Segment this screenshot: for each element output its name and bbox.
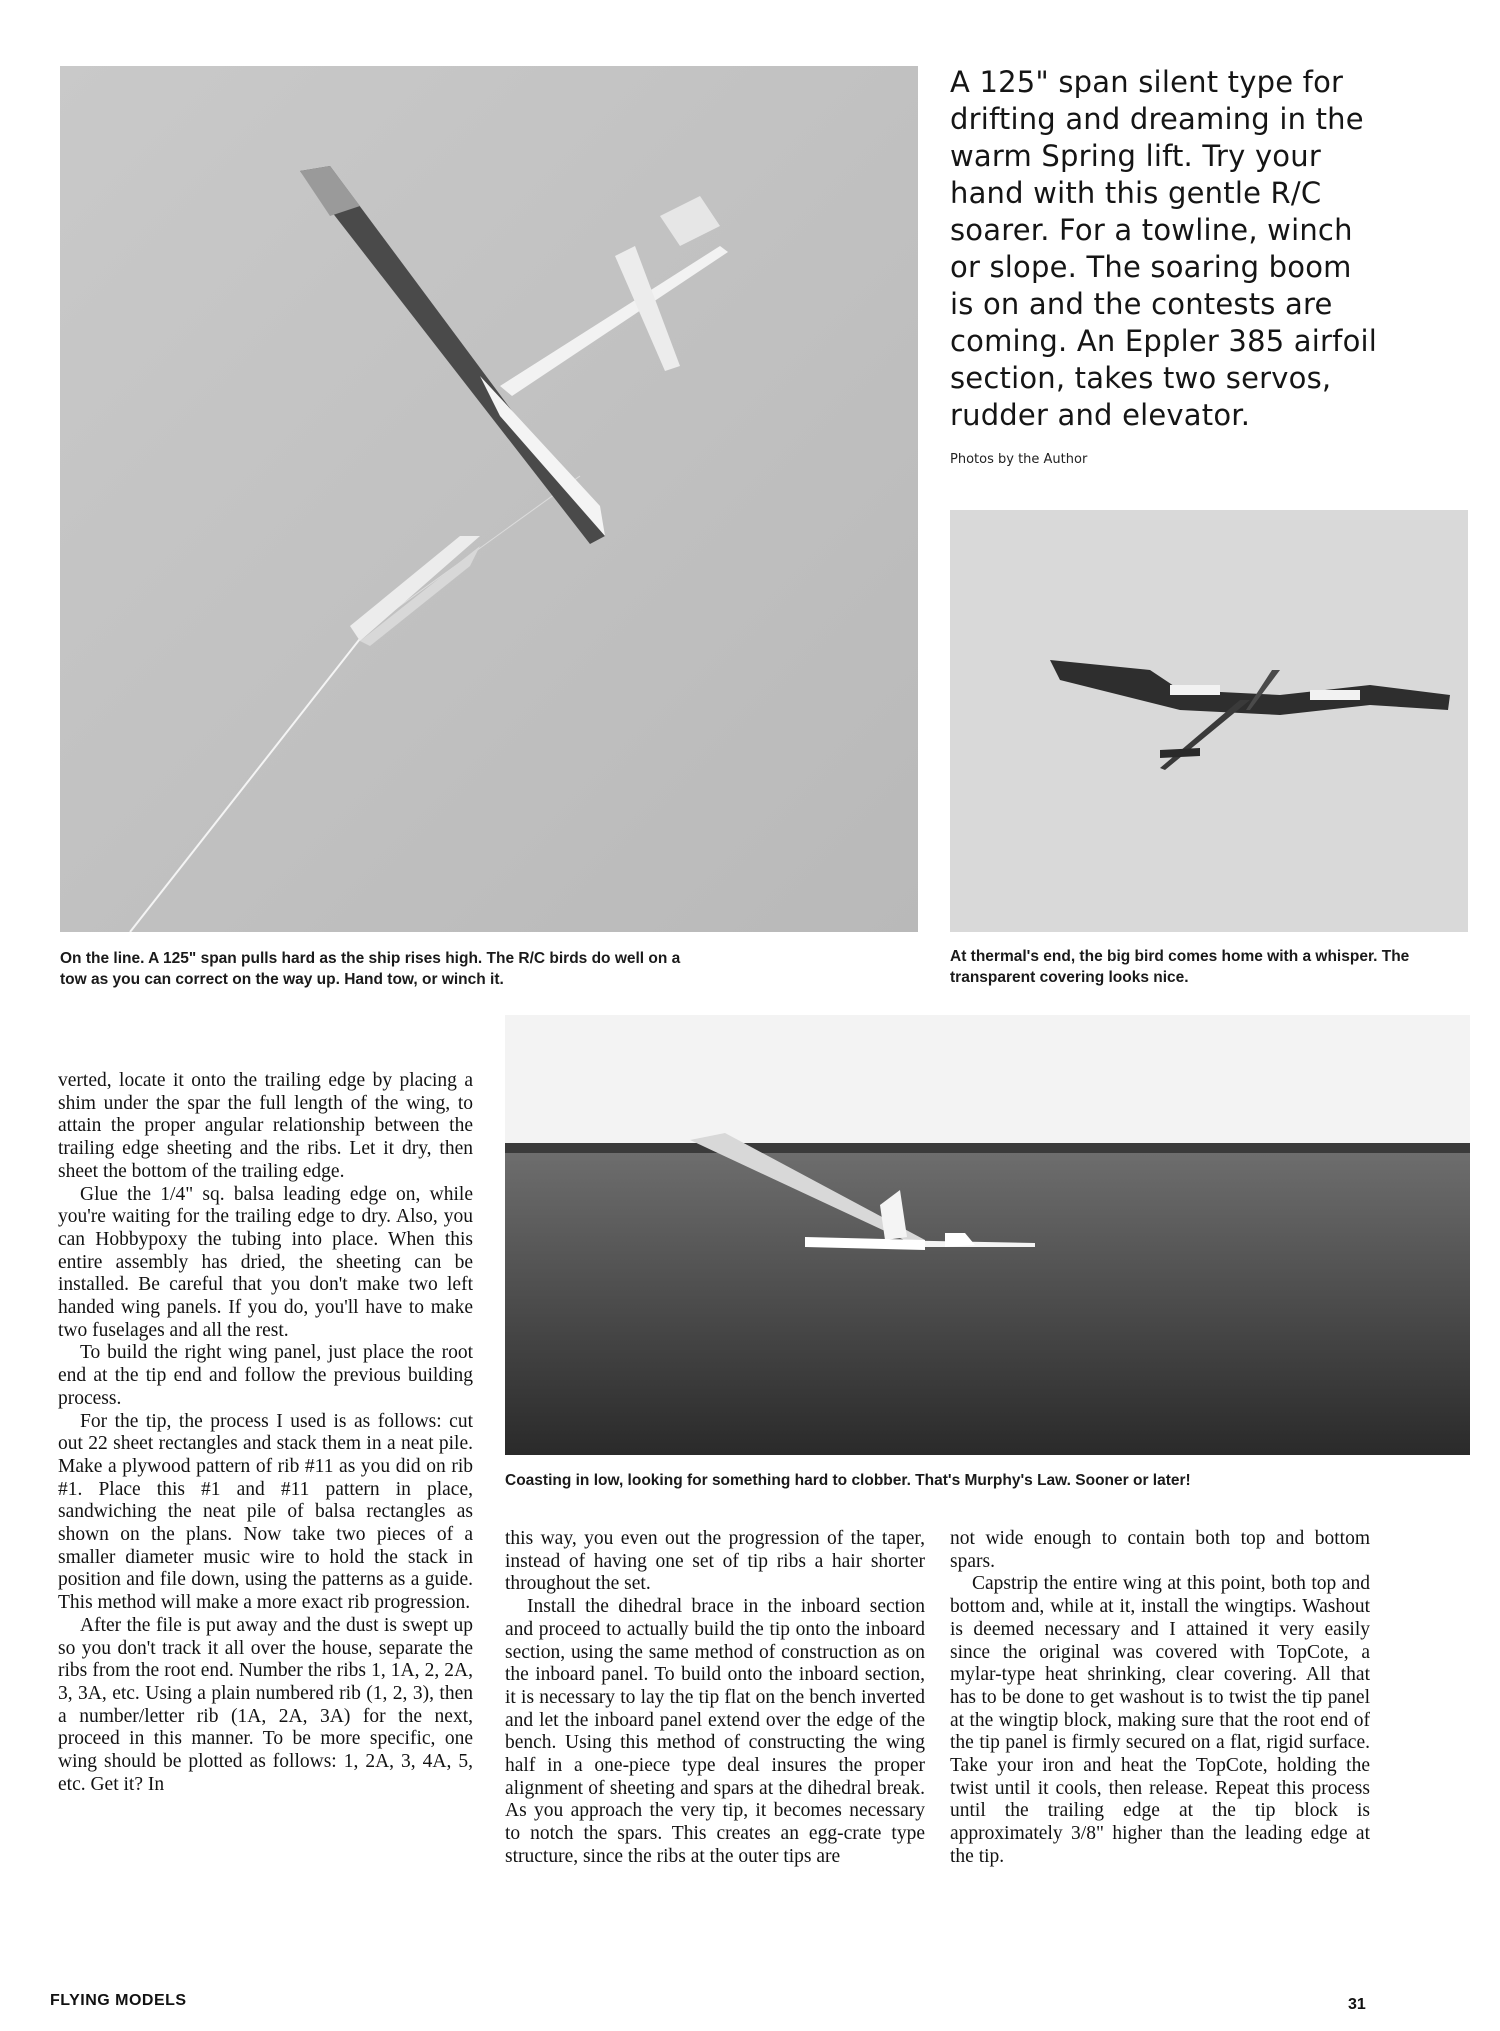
photo-glider-on-towline — [60, 66, 918, 932]
photo-credit: Photos by the Author — [950, 452, 1088, 467]
paragraph: For the tip, the process I used is as follows: cut out 22 sheet rectangles and stack them in a neat pile. Make a plywood pattern of rib #11 as you did on rib #1. Place this #1 and #11 pattern in place, sandwiching the neat pile of balsa rectangles as shown on the plans. Now take two pieces of a smaller diameter music wire to hold the stack in position and file down, using the patterns as a guide. This method will make a more exact rib progression. — [58, 1410, 473, 1614]
paragraph: this way, you even out the progression of the taper, instead of having one set of tip ribs a hair shorter throughout the set. — [505, 1528, 925, 1595]
caption-top-right: At thermal's end, the big bird comes home with a whisper. The transparent covering looks nice. — [950, 948, 1410, 986]
paragraph: verted, locate it onto the trailing edge by placing a shim under the spar the full length of the wing, to attain the proper angular relationship between the trailing edge sheeting and the ribs. Let it dry, then sheet the bottom of the trailing edge. — [58, 1070, 473, 1182]
paragraph: After the file is put away and the dust is swept up so you don't track it all over the house, separate the ribs from the root end. Number the ribs 1, 1A, 2, 2A, 3, 3A, etc. Using a plain numbered rib (1, 2, 3), then a number/letter rib (1A, 2A, 3A) for the next, proceed in this manner. To be more specific, one wing should be plotted as follows: 1, 2A, 3, 4A, 5, etc. Get it? In — [58, 1614, 473, 1795]
photo-glider-in-flight — [950, 510, 1468, 932]
paragraph: Capstrip the entire wing at this point, both top and bottom and, while at it, install the wingtips. Washout is deemed necessary and I attained it very easily since the original was covered with TopCote, a mylar-type heat shrinking, clear covering. All that has to be done to get washout is to twist the tip panel at the wingtip block, making sure that the root end of the tip panel is firmly secured on a flat, rigid surface. Take your iron and heat the TopCote, holding the twist until it cools, then release. Repeat this process until the trailing edge at the tip block is approximately 3/8" higher than the leading edge at the tip. — [950, 1573, 1370, 1867]
column-right — [950, 1528, 1370, 1869]
column-left — [58, 1070, 473, 1797]
intro-text: A 125" span silent type for drifting and dreaming in the warm Spring lift. Try your hand with this gentle R/C soarer. For a towline, winch or slope. The soaring boom is on and the contests are coming. An Eppler 385 airfoil section, takes two servos, rudder and elevator. — [950, 65, 1378, 432]
paragraph: Install the dihedral brace in the inboard section and proceed to actually build the tip onto the inboard section, using the same method of construction as on the inboard panel. To build onto the inboard section, it is necessary to lay the tip flat on the bench inverted and let the inboard panel extend over the edge of the bench. Using this method of constructing the wing half in a one-piece type deal insures the proper alignment of sheeting and spars at the dihedral break. As you approach the very tip, it becomes necessary to notch the spars. This creates an egg-crate type structure, since the ribs at the outer tips are — [505, 1596, 925, 1867]
paragraph: Glue the 1/4" sq. balsa leading edge on, while you're waiting for the trailing edge to dry. Also, you can Hobbypoxy the tubing into place. When this entire assembly has dried, the sheeting can be installed. Be careful that you don't make two left handed wing panels. If you do, you'll have to make two fuselages and all the rest. — [58, 1183, 473, 1341]
column-middle — [505, 1528, 925, 1869]
page-number: 31 — [1348, 1996, 1366, 2013]
caption-top-left: On the line. A 125" span pulls hard as the ship rises high. The R/C birds do well on a tow as you can correct on the way up. Hand tow, or winch it. — [60, 950, 681, 988]
magazine-name: FLYING MODELS — [50, 1992, 187, 2009]
paragraph: To build the right wing panel, just place the root end at the tip end and follow the previous building process. — [58, 1342, 473, 1409]
caption-middle: Coasting in low, looking for something hard to clobber. That's Murphy's Law. Sooner or later! — [505, 1472, 1191, 1489]
photo-glider-landing-in-field — [505, 1015, 1470, 1455]
paragraph: not wide enough to contain both top and bottom spars. — [950, 1528, 1370, 1572]
